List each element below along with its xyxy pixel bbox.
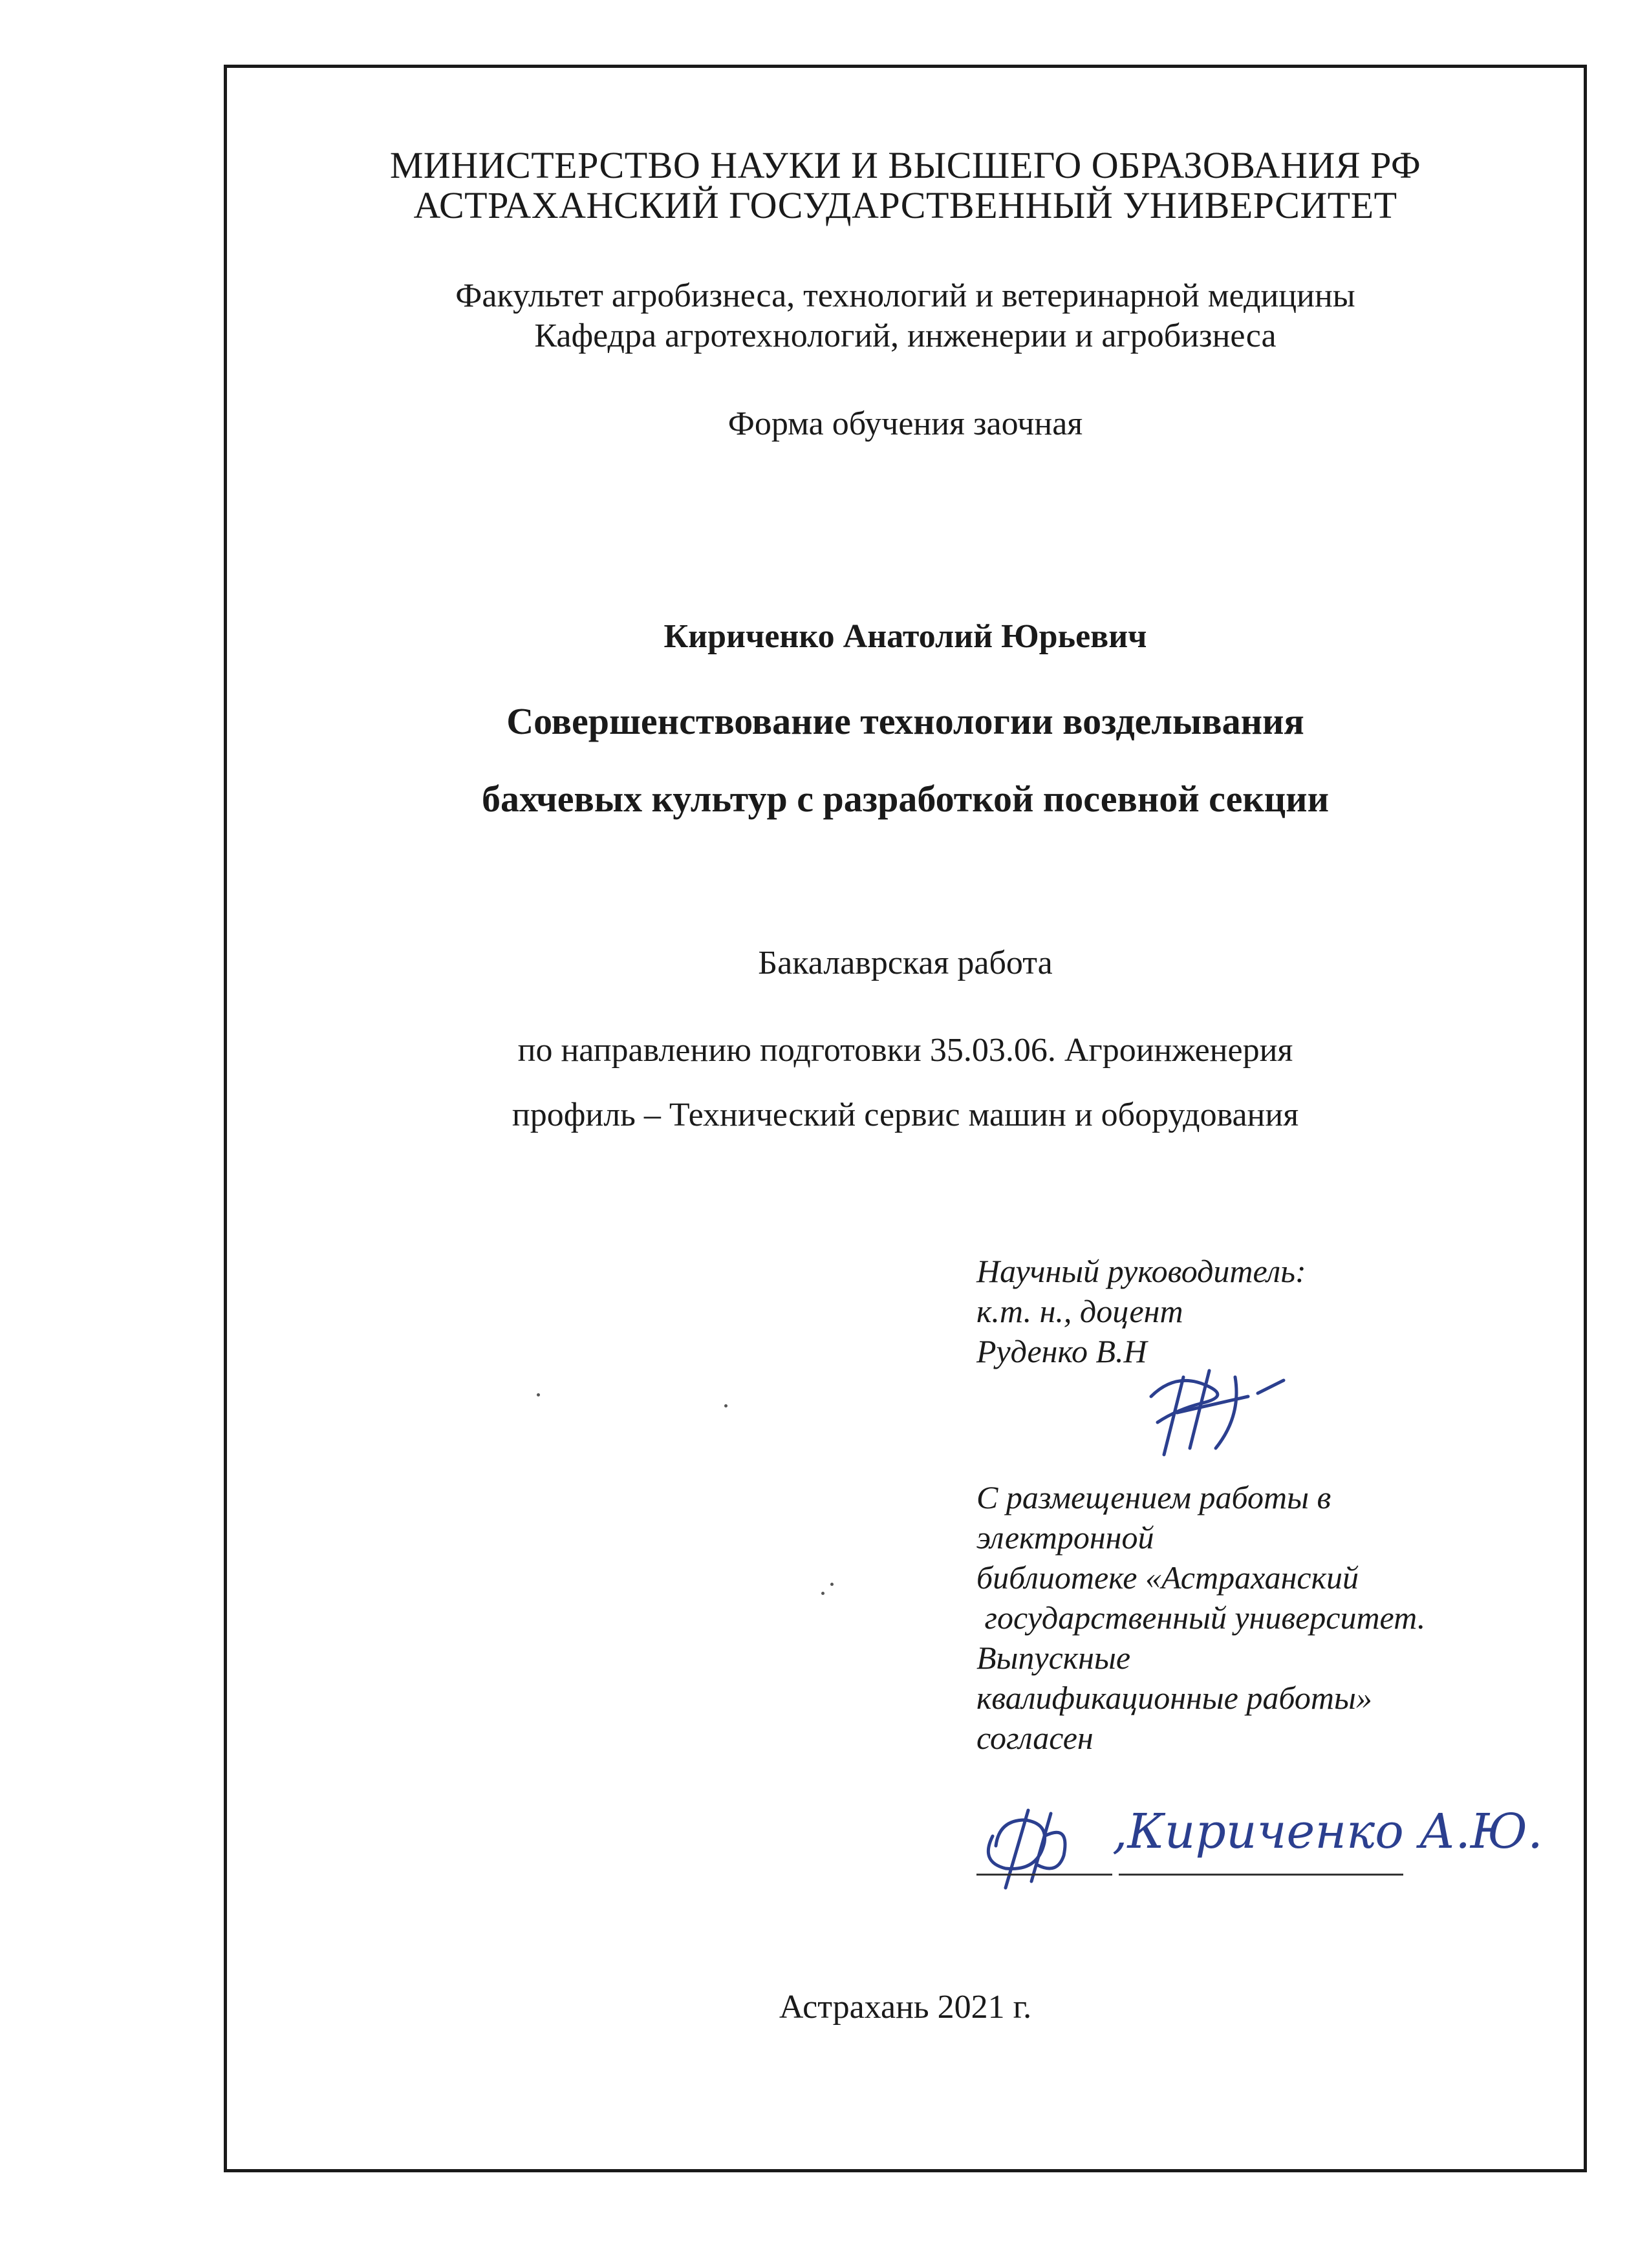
consent-block [976, 1477, 1425, 1758]
work-type: Бакалаврская работа [758, 945, 1053, 981]
supervisor-label: Научный руководитель: [976, 1253, 1306, 1289]
supervisor-name: Руденко В.Н [976, 1333, 1147, 1369]
consent-line: электронной [976, 1519, 1154, 1556]
scan-speck [537, 1393, 540, 1396]
faculty-line: Факультет агробизнеса, технологий и ветеринарной медицины [455, 277, 1355, 314]
consent-line: библиотеке «Астраханский [976, 1559, 1359, 1596]
scan-speck [724, 1404, 727, 1407]
scan-speck [821, 1592, 824, 1595]
supervisor-signature [1138, 1351, 1293, 1461]
signature-line-1 [976, 1874, 1112, 1876]
study-form-line: Форма обучения заочная [727, 405, 1083, 442]
thesis-title-line-1: Совершенствование технологии возделывания [506, 700, 1304, 742]
author-signature: ,Кириченко А.Ю. [1112, 1804, 1543, 1859]
study-profile: профиль – Технический сервис машин и оборудования [512, 1097, 1299, 1133]
consent-line: согласен [976, 1720, 1094, 1756]
supervisor-degree: к.т. н., доцент [976, 1293, 1183, 1329]
department-line: Кафедра агротехнологий, инженерии и агробизнеса [534, 317, 1277, 354]
consent-line: Выпускные [976, 1640, 1131, 1676]
scan-speck [830, 1583, 834, 1586]
author-signature-mark [967, 1797, 1116, 1894]
signature-line-2 [1119, 1874, 1403, 1876]
author-name: Кириченко Анатолий Юрьевич [663, 618, 1147, 655]
consent-line: квалификационные работы» [976, 1680, 1372, 1716]
city-year: Астрахань 2021 г. [779, 1989, 1032, 2026]
study-direction: по направлению подготовки 35.03.06. Агроинженерия [517, 1032, 1293, 1069]
consent-line: С размещением работы в [976, 1479, 1331, 1515]
ministry-heading: МИНИСТЕРСТВО НАУКИ И ВЫСШЕГО ОБРАЗОВАНИЯ РФ [389, 144, 1421, 186]
university-heading: АСТРАХАНСКИЙ ГОСУДАРСТВЕННЫЙ УНИВЕРСИТЕТ [413, 184, 1397, 226]
consent-line: государственный университет. [976, 1599, 1426, 1636]
thesis-title-line-2: бахчевых культур с разработкой посевной секции [481, 778, 1330, 820]
